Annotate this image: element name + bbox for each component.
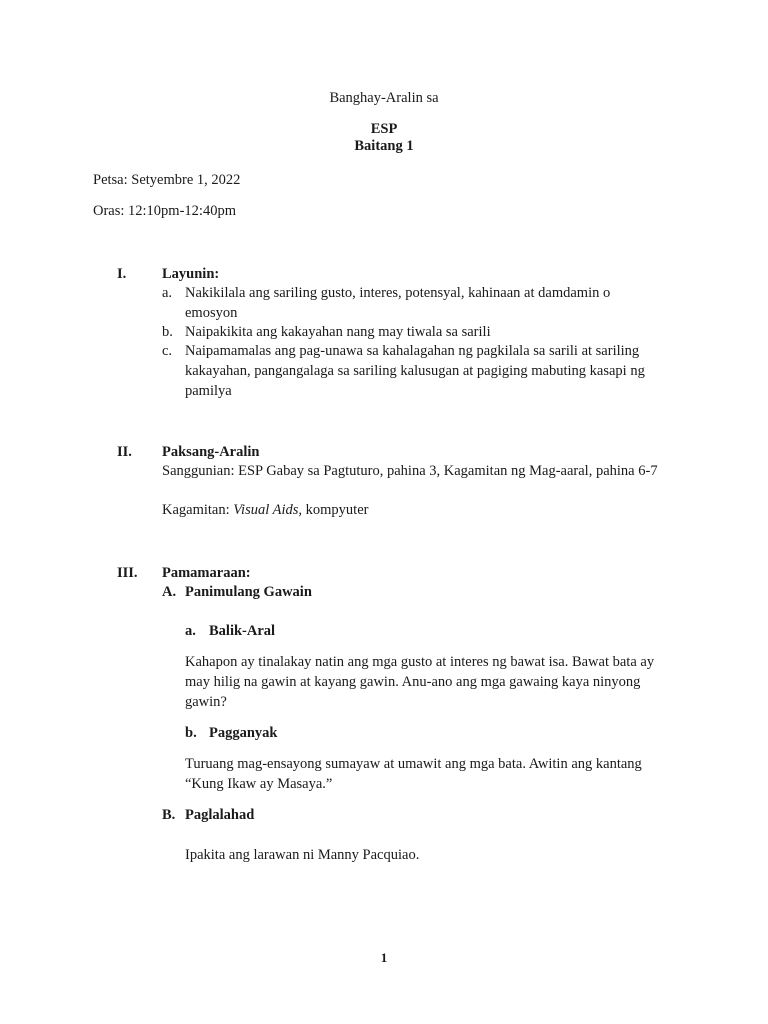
objective-b-text: Naipakikita ang kakayahan nang may tiwala sa sarili — [185, 324, 491, 340]
section-3-numeral: III. — [117, 565, 138, 581]
section-2-numeral: II. — [117, 444, 132, 460]
grade-heading: Baitang 1 — [354, 138, 414, 154]
pagganyak-text: Turuang mag-ensayong sumayaw at umawit ang mga bata. Awitin ang kantang “Kung Ikaw ay Masaya.” — [185, 756, 642, 792]
materials-rest: kompyuter — [302, 502, 369, 518]
section-2-title: Paksang-Aralin — [162, 444, 260, 460]
pagganyak-title: Pagganyak — [209, 725, 278, 741]
part-a-marker: A. — [162, 584, 177, 600]
materials-visual-aids: Visual Aids, — [233, 502, 303, 518]
subject-heading: ESP — [370, 121, 398, 137]
objective-a-text: Nakikilala ang sariling gusto, interes, potensyal, kahinaan at damdamin o emosyon — [185, 285, 611, 321]
section-1-title: Layunin: — [162, 266, 220, 282]
lesson-plan-title: Banghay-Aralin sa — [329, 90, 439, 106]
balik-aral-text: Kahapon ay tinalakay natin ang mga gusto at interes ng bawat isa. Bawat bata ay may hilig na gawin at kayang gawin. Anu-ano ang mga gawaing kaya ninyong gawin? — [185, 654, 655, 710]
part-b-marker: B. — [162, 807, 176, 823]
date-line: Petsa: Setyembre 1, 2022 — [93, 172, 241, 188]
time-line: Oras: 12:10pm-12:40pm — [93, 203, 236, 219]
section-3-title: Pamamaraan: — [162, 565, 251, 581]
page-number: 1 — [380, 950, 388, 965]
materials-label: Kagamitan: — [162, 502, 234, 518]
reference-text: Sanggunian: ESP Gabay sa Pagtuturo, pahina 3, Kagamitan ng Mag-aaral, pahina 6-7 — [162, 463, 658, 479]
materials-line — [162, 500, 682, 520]
pagganyak-marker: b. — [185, 725, 197, 741]
balik-aral-marker: a. — [185, 623, 196, 639]
section-1-numeral: I. — [117, 266, 127, 282]
objective-b-marker: b. — [162, 324, 173, 340]
paglalahad-text: Ipakita ang larawan ni Manny Pacquiao. — [185, 847, 420, 863]
part-a-title: Panimulang Gawain — [185, 584, 312, 600]
objective-a-marker: a. — [162, 285, 173, 301]
part-b-title: Paglalahad — [185, 807, 255, 823]
balik-aral-title: Balik-Aral — [209, 623, 276, 639]
objective-c-marker: c. — [162, 343, 173, 359]
objective-c-text: Naipamamalas ang pag-unawa sa kahalagahan ng pagkilala sa sarili at sariling kakayahan, pangangalaga sa sariling kalusugan at pagiging mabuting kasapi ng pamilya — [185, 343, 645, 399]
